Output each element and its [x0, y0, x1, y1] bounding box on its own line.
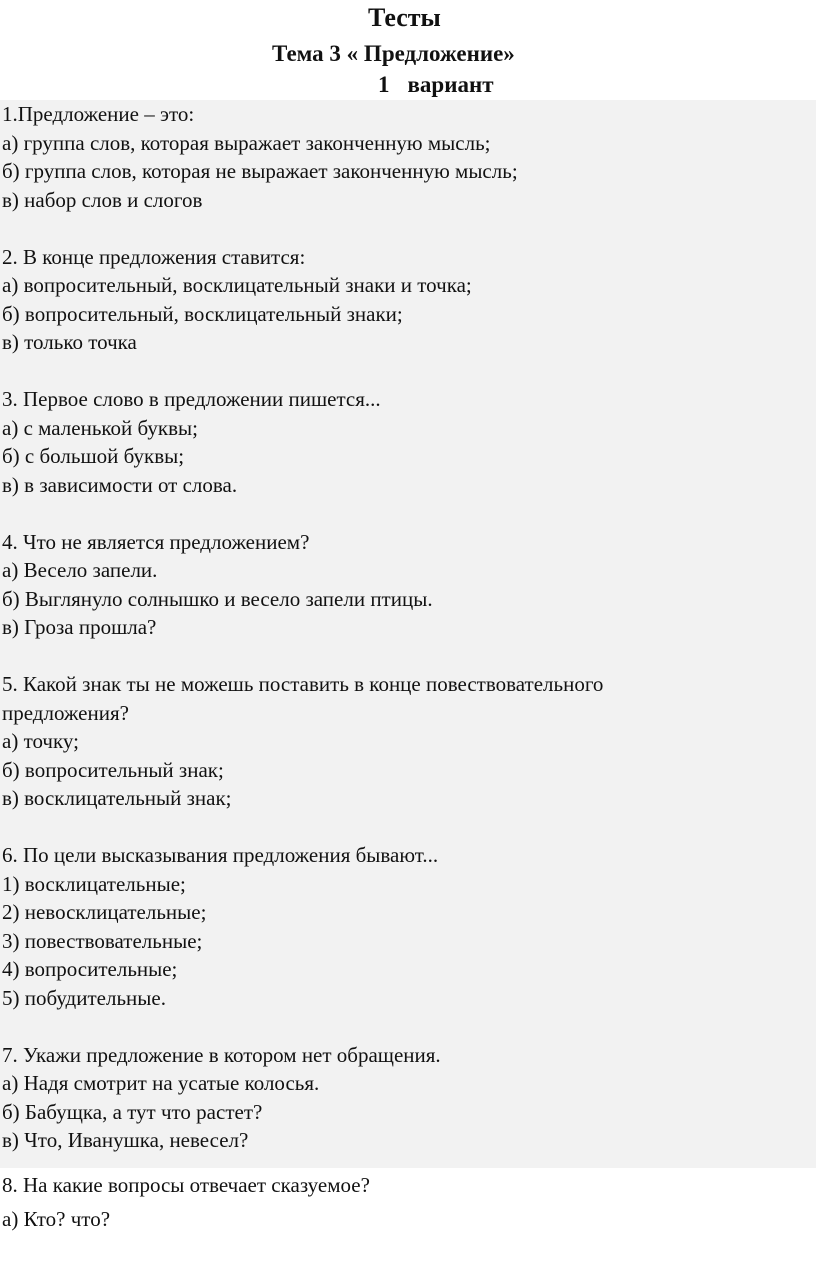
- variant-number: 1: [378, 72, 390, 97]
- question-text: 8. На какие вопросы отвечает сказуемое?: [2, 1173, 370, 1197]
- question-3-block: [0, 385, 816, 499]
- answer-option: б) группа слов, которая не выражает законченную мысль;: [2, 159, 518, 183]
- question-spacer: [0, 214, 816, 243]
- question-text: 2. В конце предложения ставится:: [2, 244, 306, 269]
- answer-option: а) точку;: [2, 729, 79, 753]
- question-spacer: [0, 1012, 816, 1041]
- question-spacer: [0, 813, 816, 842]
- question-8-block: [0, 1168, 816, 1236]
- answer-option: в) только точка: [2, 330, 137, 354]
- question-6-block: [0, 841, 816, 1012]
- answer-option: в) в зависимости от слова.: [2, 472, 238, 497]
- question-5-block: [0, 670, 816, 813]
- answer-option: 3) повествовательные;: [2, 928, 203, 953]
- question-text: 4. Что не является предложением?: [2, 529, 310, 554]
- answer-option: а) Весело запели.: [2, 558, 158, 582]
- variant-label: вариант: [407, 72, 494, 97]
- answer-option: а) группа слов, которая выражает законченную мысль;: [2, 130, 491, 155]
- answer-option: б) Выглянуло солнышко и весело запели птицы.: [2, 586, 433, 611]
- question-1-block: [0, 100, 816, 214]
- question-list: [0, 100, 816, 1155]
- answer-option: 2) невосклицательные;: [2, 900, 207, 924]
- answer-option: в) Что, Иванушка, невесел?: [2, 1128, 249, 1152]
- answer-option: 5) побудительные.: [2, 985, 166, 1010]
- question-text: 7. Укажи предложение в котором нет обращения.: [2, 1042, 441, 1067]
- question-4-block: [0, 528, 816, 642]
- question-text: 6. По цели высказывания предложения бывают...: [2, 843, 439, 867]
- answer-option: б) вопросительный знак;: [2, 757, 224, 782]
- answer-option: а) с маленькой буквы;: [2, 415, 198, 440]
- question-text: 1.Предложение – это:: [2, 102, 195, 126]
- question-spacer: [0, 357, 816, 386]
- answer-option: б) вопросительный, восклицательный знаки;: [2, 301, 403, 326]
- question-text: 3. Первое слово в предложении пишется...: [2, 387, 381, 411]
- answer-option: а) вопросительный, восклицательный знаки и точка;: [2, 273, 472, 297]
- answer-option: в) набор слов и слогов: [2, 187, 203, 212]
- answer-option: 4) вопросительные;: [2, 957, 178, 981]
- answer-option: в) восклицательный знак;: [2, 786, 232, 810]
- question-spacer: [0, 499, 816, 528]
- variant-heading: [378, 71, 494, 99]
- answer-option: б) с большой буквы;: [2, 444, 185, 468]
- answer-option: предложения?: [2, 700, 129, 725]
- answer-option: а) Надя смотрит на усатые колосья.: [2, 1071, 320, 1095]
- answer-option: а) Кто? что?: [2, 1207, 111, 1231]
- question-2-block: [0, 243, 816, 357]
- question-text: 5. Какой знак ты не можешь поставить в конце повествовательного: [2, 672, 604, 696]
- question-spacer: [0, 642, 816, 671]
- document-title: Тесты: [368, 3, 441, 32]
- question-7-block: [0, 1041, 816, 1155]
- topic-heading: Тема 3 « Предложение»: [272, 41, 515, 66]
- answer-option: 1) восклицательные;: [2, 871, 186, 896]
- answer-option: б) Бабущка, а тут что растет?: [2, 1099, 263, 1124]
- answer-option: в) Гроза прошла?: [2, 615, 157, 639]
